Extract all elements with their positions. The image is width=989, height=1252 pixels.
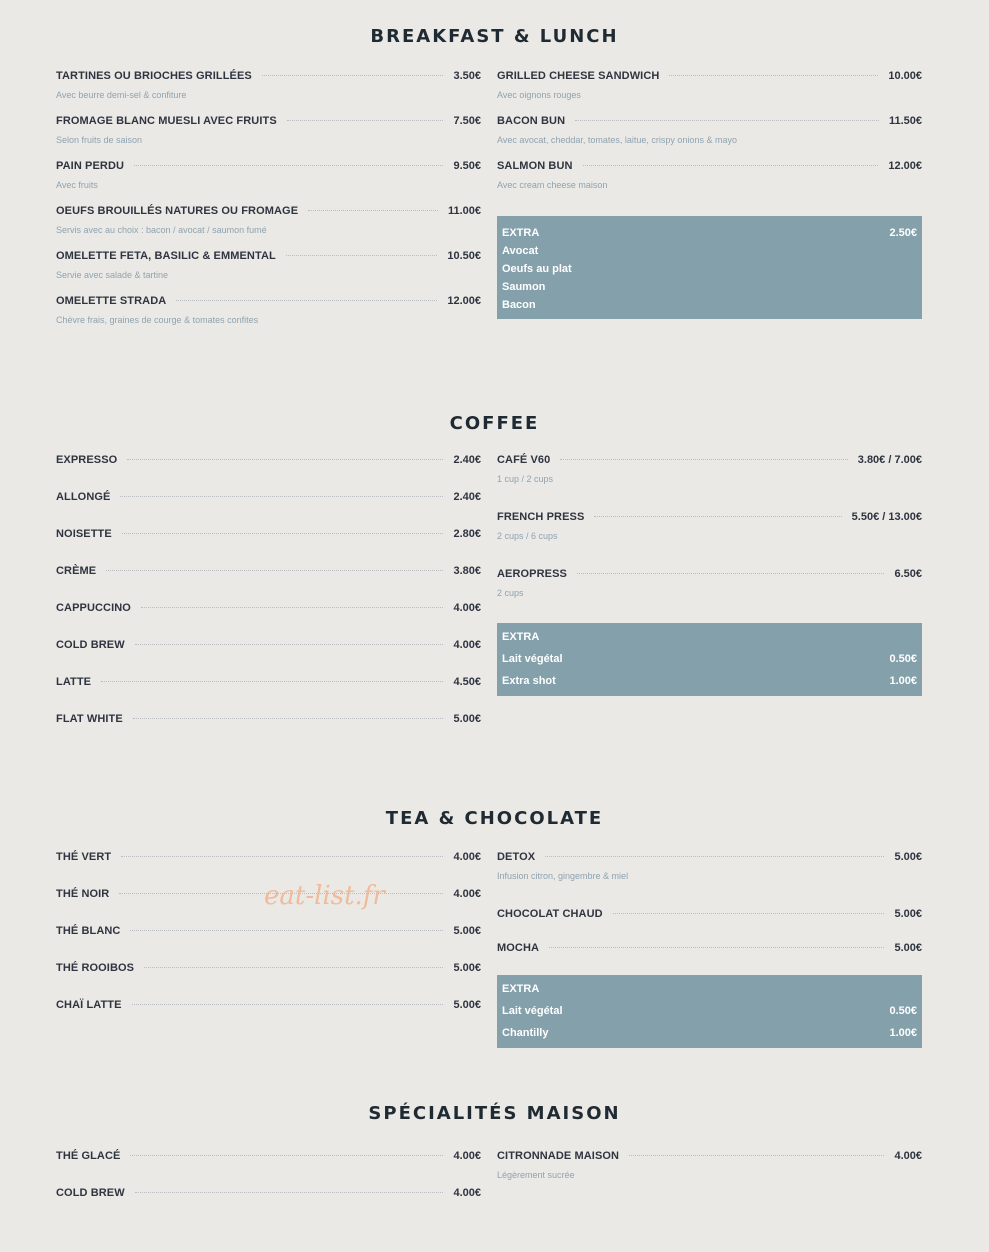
dotted-leader (135, 644, 444, 645)
extra-price: 1.00€ (889, 1027, 917, 1039)
item-name: CRÈME (56, 565, 97, 577)
dotted-leader (130, 930, 443, 931)
item-name: ALLONGÉ (56, 491, 111, 503)
dotted-leader (577, 573, 884, 574)
dotted-leader (176, 300, 437, 301)
extra-price: 2.50€ (889, 227, 917, 239)
item-name: FRENCH PRESS (497, 511, 585, 523)
item-name: FLAT WHITE (56, 713, 123, 725)
dotted-leader (583, 165, 879, 166)
dotted-leader (549, 947, 884, 948)
item-name: COLD BREW (56, 639, 125, 651)
item-description: Avec fruits (56, 180, 98, 190)
item-name: THÉ NOIR (56, 888, 110, 900)
item-price: 11.00€ (447, 205, 481, 217)
menu-item-row (56, 1187, 481, 1203)
item-name: CAPPUCCINO (56, 602, 131, 614)
menu-item (56, 713, 481, 729)
menu-item (497, 942, 922, 958)
menu-item-row (56, 115, 481, 131)
dotted-leader (575, 120, 879, 121)
item-description: Avec beurre demi-sel & confiture (56, 90, 187, 100)
menu-item (497, 454, 922, 484)
dotted-leader (262, 75, 444, 76)
item-price: 11.50€ (888, 115, 922, 127)
extra-price: 1.00€ (889, 675, 917, 687)
menu-item (497, 851, 922, 881)
menu-item (56, 528, 481, 544)
dotted-leader (135, 1192, 444, 1193)
menu-item (56, 1187, 481, 1203)
extra-label: EXTRA (502, 227, 540, 239)
menu-item-row (56, 999, 481, 1015)
dotted-leader (629, 1155, 884, 1156)
dotted-leader (144, 967, 443, 968)
section-title-specialites: SPÉCIALITÉS MAISON (368, 1103, 621, 1124)
dotted-leader (133, 718, 444, 719)
section-title-breakfast: BREAKFAST & LUNCH (370, 26, 619, 47)
item-price: 9.50€ (453, 160, 481, 172)
item-name: THÉ BLANC (56, 925, 121, 937)
item-description: Servis avec au choix : bacon / avocat / saumon fumé (56, 225, 267, 235)
item-name: CAFÉ V60 (497, 454, 551, 466)
menu-item (56, 962, 481, 978)
menu-item-row (56, 205, 481, 221)
dotted-leader (613, 913, 885, 914)
item-price: 5.00€ (453, 962, 481, 974)
menu-item-row (56, 491, 481, 507)
item-price: 7.50€ (453, 115, 481, 127)
extra-item: Saumon (502, 281, 546, 293)
item-name: THÉ ROOIBOS (56, 962, 135, 974)
item-description: 2 cups (497, 588, 524, 598)
item-name: TARTINES OU BRIOCHES GRILLÉES (56, 70, 252, 82)
menu-item (497, 1150, 922, 1180)
menu-item (56, 295, 481, 325)
section-title-tea: TEA & CHOCOLATE (385, 808, 604, 829)
item-price: 12.00€ (888, 160, 922, 172)
dotted-leader (101, 681, 443, 682)
dotted-leader (127, 459, 443, 460)
item-name: DETOX (497, 851, 536, 863)
menu-item-row (497, 70, 922, 86)
menu-item (56, 851, 481, 867)
item-name: THÉ GLACÉ (56, 1150, 121, 1162)
menu-item (56, 70, 481, 100)
menu-item-row (56, 454, 481, 470)
item-name: COLD BREW (56, 1187, 125, 1199)
menu-item-row (56, 602, 481, 618)
tea-extra-box (497, 975, 922, 1048)
item-name: OEUFS BROUILLÉS NATURES OU FROMAGE (56, 205, 299, 217)
menu-item-row (56, 295, 481, 311)
item-name: OMELETTE STRADA (56, 295, 167, 307)
dotted-leader (106, 570, 443, 571)
menu-item (56, 454, 481, 470)
menu-item-row (56, 565, 481, 581)
item-price: 2.40€ (453, 454, 481, 466)
dotted-leader (141, 607, 444, 608)
item-name: EXPRESSO (56, 454, 118, 466)
item-price: 4.00€ (453, 1150, 481, 1162)
dotted-leader (560, 459, 847, 460)
menu-item (56, 115, 481, 145)
extra-item: Oeufs au plat (502, 263, 572, 275)
menu-item (56, 1150, 481, 1166)
section-title-coffee: COFFEE (449, 413, 540, 434)
menu-item-row (56, 1150, 481, 1166)
dotted-leader (286, 255, 438, 256)
menu-item (497, 568, 922, 598)
menu-item (56, 925, 481, 941)
menu-item-row (56, 713, 481, 729)
item-price: 4.00€ (453, 1187, 481, 1199)
menu-item-row (497, 160, 922, 176)
menu-item (497, 511, 922, 541)
menu-item (56, 250, 481, 280)
dotted-leader (308, 210, 438, 211)
item-name: LATTE (56, 676, 92, 688)
item-price: 5.00€ (453, 713, 481, 725)
item-name: CHAÏ LATTE (56, 999, 122, 1011)
dotted-leader (594, 516, 841, 517)
menu-item-row (497, 454, 922, 470)
menu-item (497, 70, 922, 100)
item-name: NOISETTE (56, 528, 112, 540)
menu-item (56, 160, 481, 190)
item-price: 4.50€ (453, 676, 481, 688)
menu-item-row (56, 962, 481, 978)
item-price: 10.50€ (447, 250, 481, 262)
item-name: GRILLED CHEESE SANDWICH (497, 70, 660, 82)
item-price: 3.80€ / 7.00€ (857, 454, 922, 466)
item-price: 5.00€ (894, 851, 922, 863)
item-price: 5.00€ (453, 999, 481, 1011)
item-price: 2.80€ (453, 528, 481, 540)
menu-item-row (497, 942, 922, 958)
item-name: MOCHA (497, 942, 540, 954)
item-price: 4.00€ (453, 639, 481, 651)
extra-item: Chantilly (502, 1027, 549, 1039)
item-price: 4.00€ (453, 888, 481, 900)
menu-item-row (56, 70, 481, 86)
menu-item-row (497, 1150, 922, 1166)
menu-item-row (497, 568, 922, 584)
item-name: PAIN PERDU (56, 160, 125, 172)
menu-item (56, 999, 481, 1015)
dotted-leader (120, 496, 443, 497)
menu-item-row (56, 160, 481, 176)
dotted-leader (132, 1004, 444, 1005)
menu-item (56, 639, 481, 655)
item-price: 5.00€ (453, 925, 481, 937)
menu-item (56, 205, 481, 235)
item-price: 5.00€ (894, 942, 922, 954)
item-description: Avec avocat, cheddar, tomates, laitue, crispy onions & mayo (497, 135, 737, 145)
item-description: Avec oignons rouges (497, 90, 581, 100)
extra-item: Extra shot (502, 675, 556, 687)
item-price: 5.50€ / 13.00€ (851, 511, 922, 523)
coffee-extra-box (497, 623, 922, 696)
menu-item (56, 565, 481, 581)
menu-item (497, 908, 922, 924)
menu-item-row (497, 851, 922, 867)
extra-item: Lait végétal (502, 1005, 563, 1017)
extra-item: Avocat (502, 245, 539, 257)
watermark: eat-list.fr (264, 881, 385, 911)
item-description: Légèrement sucrée (497, 1170, 575, 1180)
item-price: 4.00€ (453, 851, 481, 863)
extra-price: 0.50€ (889, 653, 917, 665)
item-description: Selon fruits de saison (56, 135, 143, 145)
dotted-leader (545, 856, 884, 857)
dotted-leader (130, 1155, 443, 1156)
dotted-leader (669, 75, 878, 76)
item-name: FROMAGE BLANC MUESLI AVEC FRUITS (56, 115, 277, 127)
item-price: 4.00€ (453, 602, 481, 614)
menu-item (497, 160, 922, 190)
dotted-leader (287, 120, 444, 121)
menu-item (56, 491, 481, 507)
item-price: 3.50€ (453, 70, 481, 82)
extra-label: EXTRA (502, 983, 540, 995)
item-price: 3.80€ (453, 565, 481, 577)
menu-item-row (56, 851, 481, 867)
breakfast-extra-box (497, 216, 922, 319)
item-description: Servie avec salade & tartine (56, 270, 169, 280)
item-price: 2.40€ (453, 491, 481, 503)
menu-item-row (56, 250, 481, 266)
extra-price: 0.50€ (889, 1005, 917, 1017)
item-name: CHOCOLAT CHAUD (497, 908, 603, 920)
item-name: THÉ VERT (56, 851, 112, 863)
item-name: CITRONNADE MAISON (497, 1150, 620, 1162)
menu-item-row (497, 115, 922, 131)
extra-label: EXTRA (502, 631, 540, 643)
menu-item-row (497, 908, 922, 924)
dotted-leader (134, 165, 443, 166)
item-price: 6.50€ (894, 568, 922, 580)
dotted-leader (122, 533, 444, 534)
extra-item: Lait végétal (502, 653, 563, 665)
item-name: SALMON BUN (497, 160, 573, 172)
menu-item-row (497, 511, 922, 527)
menu-item (56, 676, 481, 692)
item-name: AEROPRESS (497, 568, 567, 580)
menu-item-row (56, 528, 481, 544)
menu-item (497, 115, 922, 145)
item-description: 2 cups / 6 cups (497, 531, 558, 541)
item-price: 4.00€ (894, 1150, 922, 1162)
extra-item: Bacon (502, 299, 536, 311)
item-description: Infusion citron, gingembre & miel (497, 871, 629, 881)
dotted-leader (121, 856, 443, 857)
item-name: OMELETTE FETA, BASILIC & EMMENTAL (56, 250, 276, 262)
item-description: Avec cream cheese maison (497, 180, 608, 190)
item-description: Chèvre frais, graines de courge & tomates confites (56, 315, 259, 325)
item-price: 12.00€ (447, 295, 481, 307)
menu-item-row (56, 639, 481, 655)
menu-item-row (56, 676, 481, 692)
item-description: 1 cup / 2 cups (497, 474, 554, 484)
item-name: BACON BUN (497, 115, 566, 127)
menu-item-row (56, 925, 481, 941)
menu-item (56, 602, 481, 618)
item-price: 5.00€ (894, 908, 922, 920)
item-price: 10.00€ (888, 70, 922, 82)
